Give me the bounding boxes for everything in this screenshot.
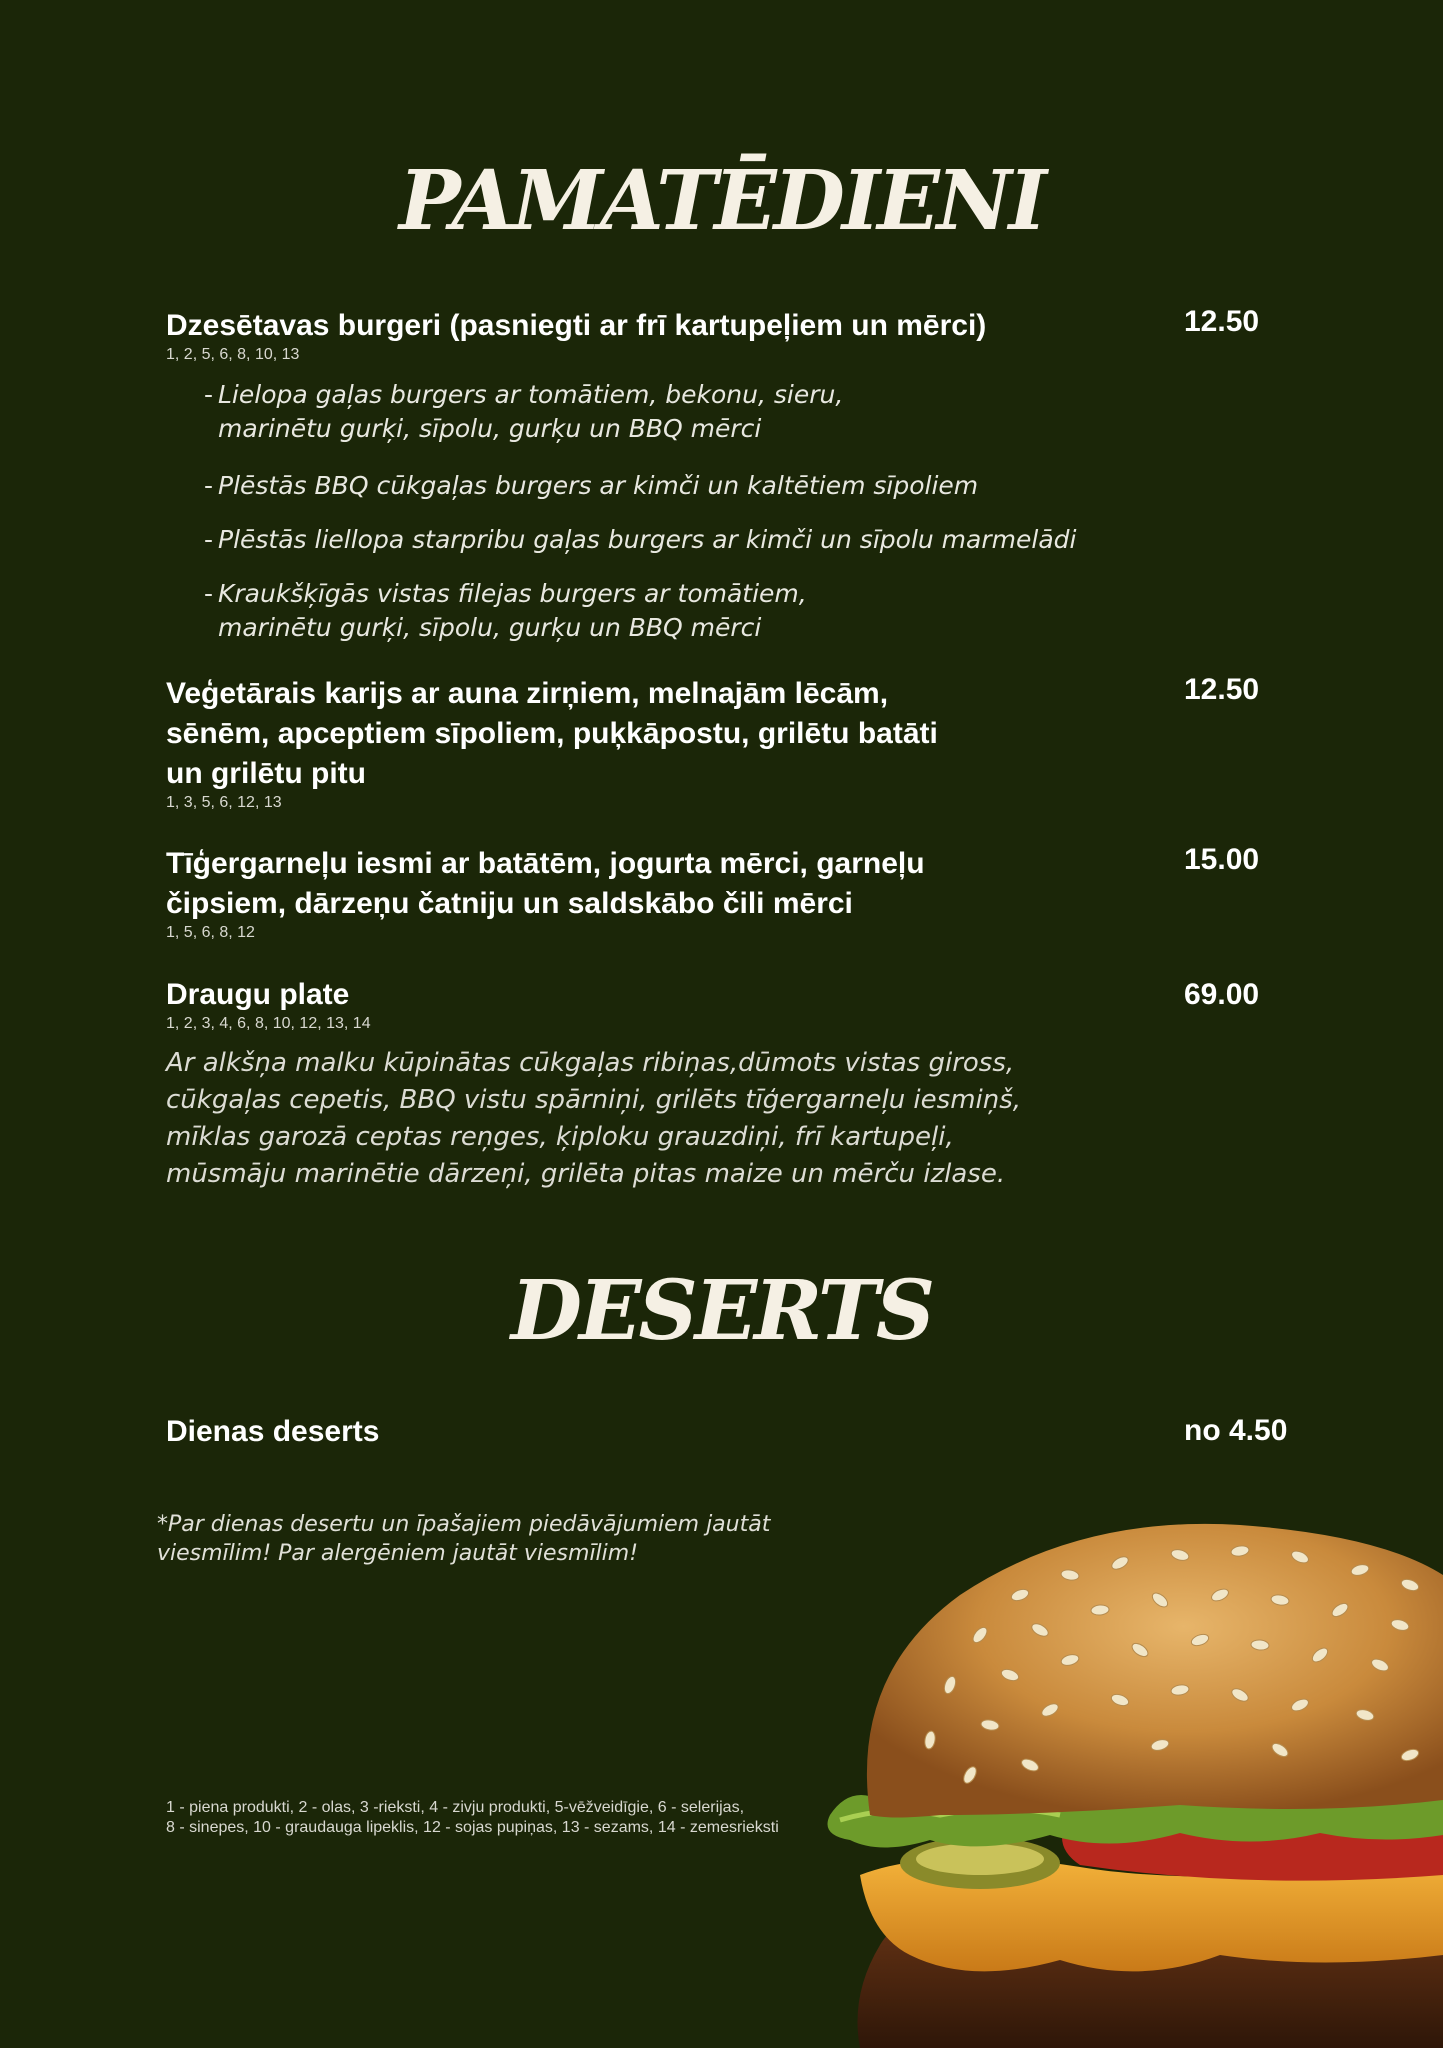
menu-item-name: Veģetārais karijs ar auna zirņiem, melnajām lēcām, sēnēm, apceptiem sīpoliem, puķkāpostu, grilētu batāti un grilētu pitu <box>166 677 938 790</box>
menu-item-price: no 4.50 <box>1184 1414 1288 1447</box>
menu-item-name: Tīģergarneļu iesmi ar batātēm, jogurta mērci, garneļu čipsiem, dārzeņu čatniju un saldskābo čili mērci <box>166 847 925 920</box>
menu-item-price: 12.50 <box>1184 673 1260 706</box>
bullet-dash: - <box>204 525 214 554</box>
footnote: *Par dienas desertu un īpašajiem piedāvājumiem jautāt viesmīlim! Par alergēniem jautāt viesmīlim! <box>157 1512 771 1566</box>
sub-item-text: Kraukšķīgās vistas filejas burgers ar tomātiem, marinētu gurķi, sīpolu, gurķu un BBQ mērci <box>218 579 807 642</box>
sub-item-text: Plēstās BBQ cūkgaļas burgers ar kimči un kaltētiem sīpoliem <box>218 471 979 500</box>
section-title-main-courses: PAMATĒDIENI <box>398 153 1045 249</box>
sub-item <box>204 378 1144 446</box>
menu-item-price: 15.00 <box>1184 843 1260 876</box>
menu-item-allergens: 1, 2, 5, 6, 8, 10, 13 <box>166 346 300 363</box>
bullet-dash: - <box>204 579 214 608</box>
menu-item-description: Ar alkšņa malku kūpinātas cūkgaļas ribiņas,dūmots vistas giross, cūkgaļas cepetis, BBQ vistu spārniņi, grilēts tīģergarneļu iesmiņš, mīklas garozā ceptas reņges, ķiploku grauzdiņi, frī kartupeļi, mūsmāju marinētie dārzeņi, grilēta pitas maize un mērču izlase. <box>166 1048 1022 1189</box>
allergen-legend: 1 - piena produkti, 2 - olas, 3 -rieksti, 4 - zivju produkti, 5-vēžveidīgie, 6 - selerijas, 8 - sinepes, 10 - graudauga lipeklis, 12 - sojas pupiņas, 13 - sezams, 14 - zemesrieksti <box>166 1799 779 1836</box>
menu-item-name: Dzesētavas burgeri (pasniegti ar frī kartupeļiem un mērci) <box>166 309 987 342</box>
menu-item-name: Dienas deserts <box>166 1415 380 1448</box>
section-title-desserts: DESERTS <box>510 1263 933 1359</box>
sub-item <box>204 577 1144 645</box>
sub-item <box>204 523 1144 557</box>
bullet-dash: - <box>204 380 214 409</box>
menu-item-allergens: 1, 3, 5, 6, 12, 13 <box>166 794 282 811</box>
menu-item-price: 69.00 <box>1184 978 1260 1011</box>
sub-item-text: Plēstās liellopa starpribu gaļas burgers ar kimči un sīpolu marmelādi <box>218 525 1077 554</box>
sub-item <box>204 469 1144 503</box>
menu-item-allergens: 1, 5, 6, 8, 12 <box>166 924 255 941</box>
sub-item-text: Lielopa gaļas burgers ar tomātiem, bekonu, sieru, marinētu gurķi, sīpolu, gurķu un BBQ mērci <box>218 380 844 443</box>
bullet-dash: - <box>204 471 214 500</box>
menu-item-allergens: 1, 2, 3, 4, 6, 8, 10, 12, 13, 14 <box>166 1015 371 1032</box>
menu-item-name: Draugu plate <box>166 978 350 1011</box>
burger-illustration-icon <box>820 1515 1443 2048</box>
menu-item-price: 12.50 <box>1184 305 1260 338</box>
